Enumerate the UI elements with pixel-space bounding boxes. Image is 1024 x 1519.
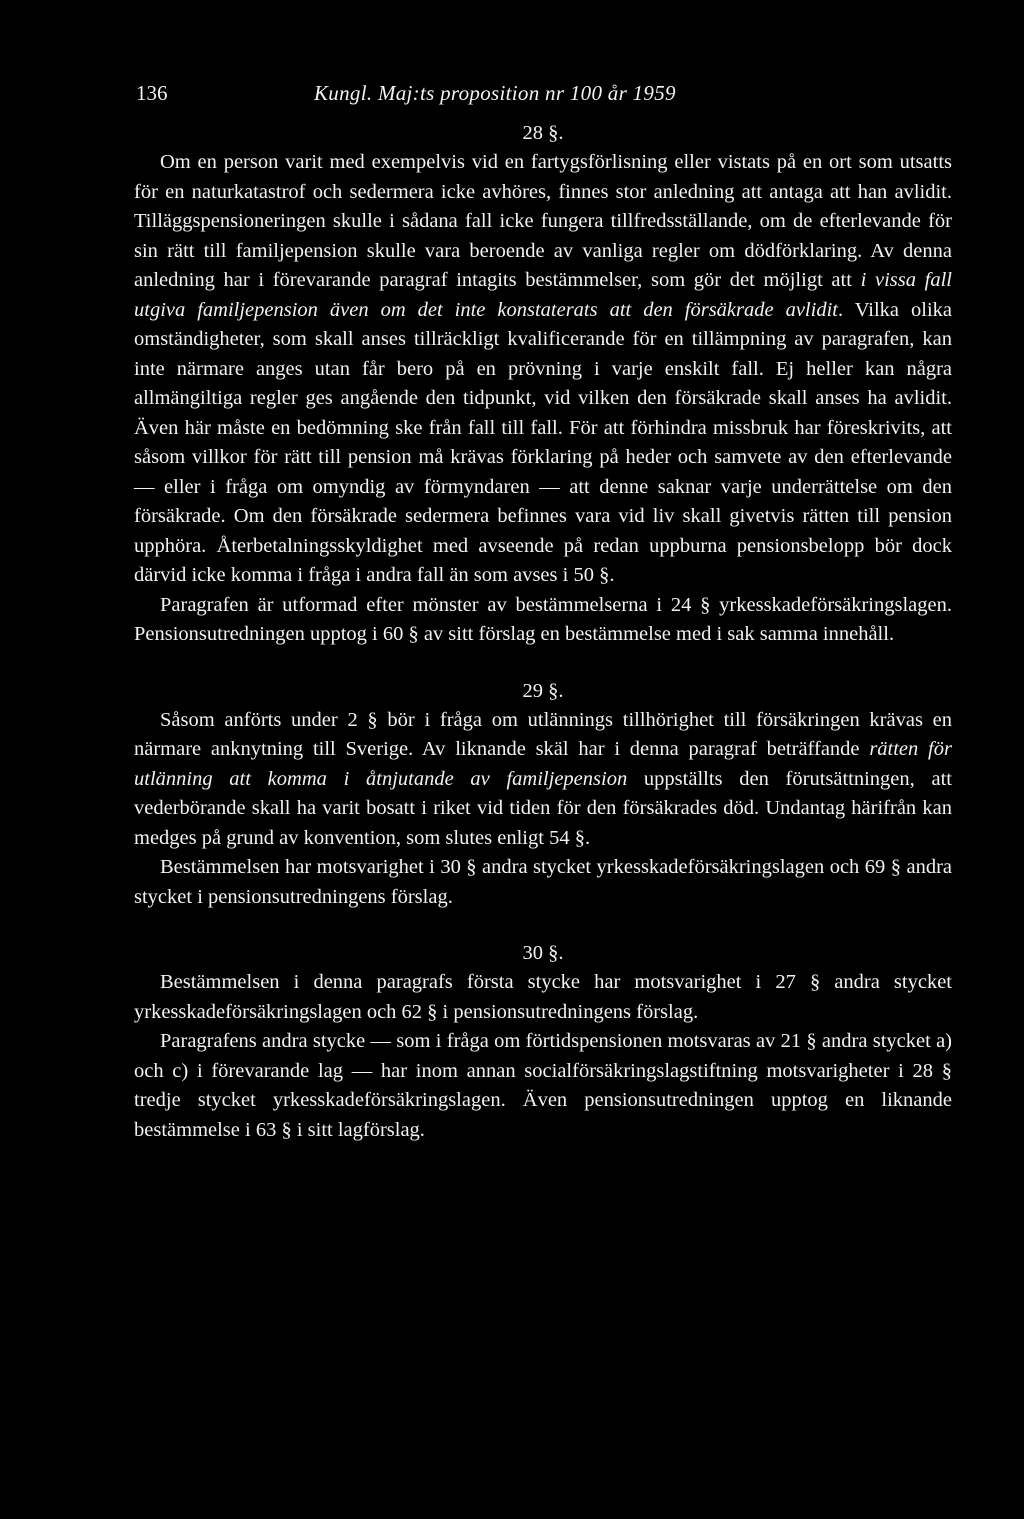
page-header	[134, 78, 952, 118]
italic-text-run: i vissa fall utgiva familjepension även om det inte konstaterats att den försäkrade avlidit	[134, 269, 952, 321]
text-run: Bestämmelsen har motsvarighet i 30 § andra stycket yrkesskadeförsäkringslagen och 69 § andra stycket i pensionsutredningens förslag.	[134, 856, 952, 908]
paragraph	[134, 148, 952, 591]
italic-text-run: rätten för utlänning att komma i åtnjutande av familjepension	[134, 738, 952, 790]
section-30	[134, 938, 952, 1145]
section-28	[134, 118, 952, 650]
paragraph	[134, 853, 952, 912]
running-title: Kungl. Maj:ts proposition nr 100 år 1959	[314, 81, 676, 105]
text-run: Såsom anförts under 2 § bör i fråga om utlännings tillhörighet till försäkringen krävas en närmare anknytning till Sverige. Av liknande skäl har i denna paragraf beträffande	[134, 708, 952, 760]
section-heading: 30 §.	[522, 942, 564, 964]
section-heading: 28 §.	[522, 122, 564, 144]
section-29	[134, 676, 952, 913]
text-run: Paragrafens andra stycke — som i fråga om förtidspensionen motsvaras av 21 § andra stycket a) och c) i förevarande lag — har inom annan socialförsäkringslagstiftning motsvarigheter i 28 § tredje stycket yrkesskadeförsäkringslagen. Även pensionsutredningen upptog en liknande bestämmelse i 63 § i sitt lagförslag.	[134, 1030, 952, 1141]
section-heading: 29 §.	[522, 679, 564, 702]
paragraph	[134, 1027, 952, 1145]
paragraph	[134, 706, 952, 854]
paragraph	[134, 968, 952, 1027]
text-run: Om en person varit med exempelvis vid en fartygsförlisning eller vistats på en ort som utsatts för en naturkatastrof och sedermera icke avhöres, finnes stor anledning att antaga att han avlidit. Tilläggspensioneringen skulle i sådana fall icke fungera tillfredsställande, om de efterlevande för sin rätt till familjepension skulle vara beroende av vanliga regler om dödförklaring. Av denna anledning har i förevarande paragraf intagits bestämmelser, som gör det möjligt att	[134, 151, 952, 291]
text-run: Bestämmelsen i denna paragrafs första stycke har motsvarighet i 27 § andra stycket yrkesskadeförsäkringslagen och 62 § i pensionsutredningens förslag.	[134, 971, 952, 1023]
paragraph	[134, 591, 952, 650]
page-number: 136	[136, 81, 168, 105]
text-run: . Vilka olika omständigheter, som skall anses tillräckligt kvalificerande för en tillämpning av paragrafen, kan inte närmare anges utan får bero på en prövning i varje enskilt fall. Ej heller kan några allmängiltiga regler ges angående den tidpunkt, vid vilken den försäkrade skall anses ha avlidit. Även här måste en bedömning ske från fall till fall. För att förhindra missbruk har föreskrivits, att såsom villkor för rätt till pension må krävas förklaring på heder och samvete av den efterlevande — eller i fråga om omyndig av förmyndaren — att denne saknar varje underrättelse om den försäkrade. Om den försäkrade sedermera befinnes vara vid liv skall givetvis rätten till pension upphöra. Återbetalningsskyldighet med avseende på redan uppburna pensionsbelopp bör dock därvid icke komma i fråga i andra fall än som avses i 50 §.	[134, 298, 952, 586]
text-run: Paragrafen är utformad efter mönster av bestämmelserna i 24 § yrkesskadeförsäkringslagen. Pensionsutredningen upptog i 60 § av sitt förslag en bestämmelse med i sak samma innehåll.	[134, 593, 952, 645]
text-run: uppställts den förutsättningen, att vederbörande skall ha varit bosatt i riket vid tiden för den försäkrades död. Undantag härifrån kan medges på grund av konvention, som slutes enligt 54 §.	[134, 767, 952, 849]
document-page	[134, 78, 952, 1145]
